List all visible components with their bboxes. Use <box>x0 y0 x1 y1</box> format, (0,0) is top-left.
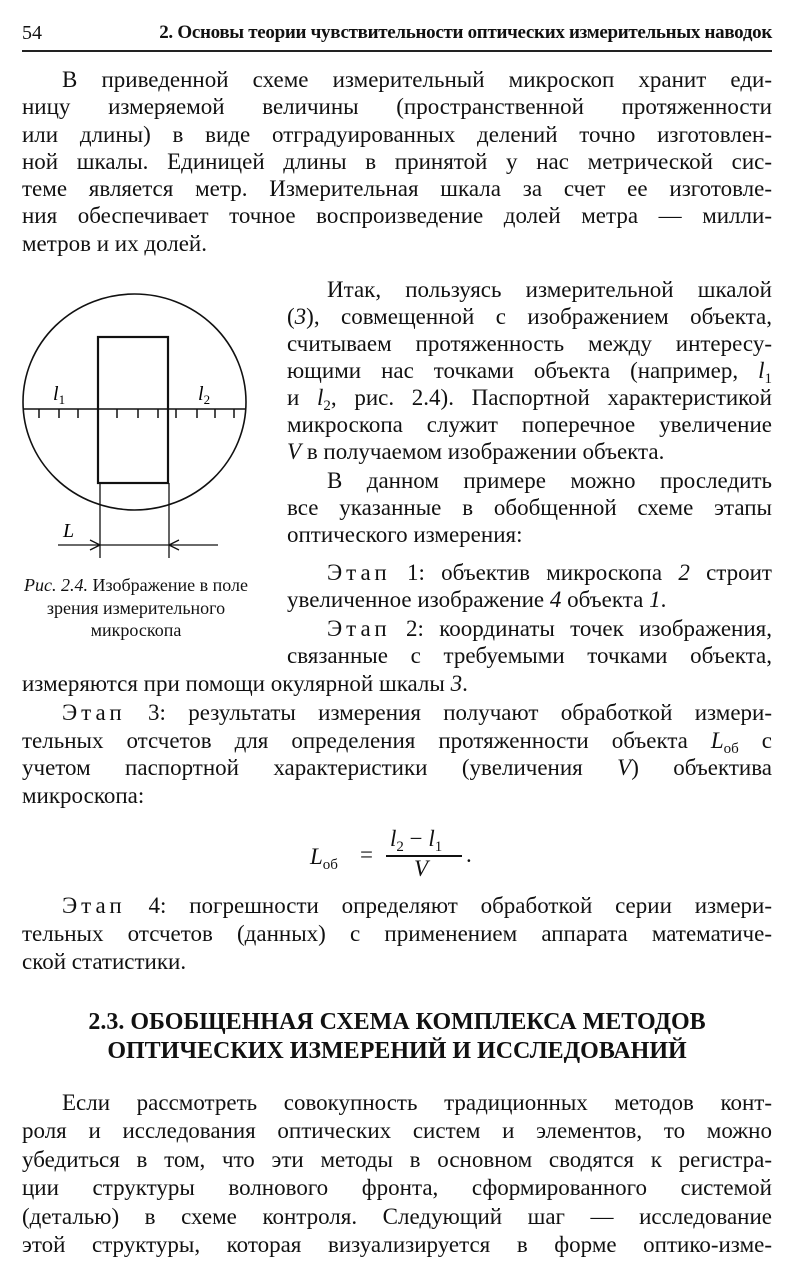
paragraph-stage-2 <box>287 615 772 669</box>
text-line <box>287 467 772 494</box>
running-header: 2. Основы теории чувствительности оптических измерительных наводок <box>159 22 772 43</box>
text-line <box>287 615 772 642</box>
italic-run: 2 <box>678 560 690 585</box>
text-run: (деталью) в схеме контроля. Следующий шаг — исследование <box>22 1203 772 1229</box>
text-line <box>287 303 772 330</box>
label-l2: $l_2$ <box>198 383 211 407</box>
text-run: объекта <box>561 587 650 612</box>
text-line <box>287 384 772 414</box>
text-run: ницу измеряемой величины (пространственной протяженности <box>22 94 772 120</box>
text-line <box>22 1089 772 1117</box>
header-rule <box>22 50 772 52</box>
text-run: микроскопа служит поперечное увеличение <box>287 412 772 437</box>
text-run: 2.3. ОБОБЩЕННАЯ СХЕМА КОМПЛЕКСА МЕТОДОВ <box>88 1009 706 1035</box>
text-run: 4: погрешности определяют обработкой серии измери- <box>125 893 772 918</box>
text-run: все указанные в обобщенной схеме этапы <box>287 495 772 520</box>
subscript: 2 <box>323 398 331 414</box>
text-run: считываем протяженность между интересу- <box>287 331 772 356</box>
italic-run: l <box>317 385 324 410</box>
text-line <box>22 920 772 948</box>
text-line <box>22 230 772 257</box>
text-run: микроскопа: <box>22 783 145 809</box>
text-line <box>22 1231 772 1259</box>
text-run: связанные с требуемыми точками объекта, <box>287 643 772 668</box>
page-number: 54 <box>22 22 42 44</box>
text-line <box>287 642 772 669</box>
text-run: ния обеспечивает точное воспроизведение долей метра — милли- <box>22 203 772 229</box>
text-line <box>287 411 772 438</box>
text-line <box>287 276 772 303</box>
formula-period: . <box>466 842 472 867</box>
text-line <box>287 330 772 357</box>
text-run: строит <box>689 560 772 585</box>
italic-run: l <box>758 358 765 383</box>
spaced-run: Этап <box>62 700 126 725</box>
text-line <box>22 948 772 976</box>
text-run: 2: координаты точек изображения, <box>390 616 772 641</box>
text-run: ции структуры волнового фронта, сформированного системой <box>22 1175 772 1201</box>
italic-run: L <box>710 727 724 753</box>
text-run: тельных отсчетов для определения протяженности объекта <box>22 727 711 753</box>
text-run: . <box>660 587 667 612</box>
spaced-run: Этап <box>62 893 126 918</box>
text-run: в получаемом изображении объекта. <box>301 439 665 464</box>
italic-run: V <box>287 439 302 464</box>
text-line <box>22 727 772 755</box>
paragraph-stage-4 <box>22 892 772 976</box>
italic-run: V <box>617 755 632 781</box>
text-line <box>22 121 772 148</box>
scale-ticks <box>39 409 234 418</box>
paragraph-section-intro <box>22 1089 772 1259</box>
text-line <box>22 670 772 697</box>
text-line <box>287 357 772 387</box>
text-run: Итак, пользуясь измерительной шкалой <box>327 277 772 302</box>
text-run: 3: результаты измерения получают обработкой измери- <box>125 700 772 725</box>
subscript: об <box>723 740 739 757</box>
spaced-run: Этап <box>327 560 391 585</box>
formula-denominator: V <box>414 856 429 881</box>
paragraph-stages-intro <box>287 467 772 548</box>
text-run: В приведенной схеме измерительный микроскоп хранит еди- <box>62 67 772 92</box>
subscript: 1 <box>764 371 772 387</box>
formula-object-length <box>310 826 500 886</box>
figure-caption <box>18 574 254 642</box>
label-L: L <box>63 520 75 542</box>
formula-l2: l <box>390 826 397 851</box>
text-line <box>22 148 772 175</box>
caption-prefix: Рис. 2.4. <box>24 575 88 595</box>
text-line <box>22 93 772 120</box>
italic-run: 1 <box>649 587 661 612</box>
italic-run: 3 <box>294 304 307 329</box>
text-run: ющими нас точками объекта (например, <box>287 358 759 383</box>
text-line <box>22 175 772 202</box>
text-run: этой структуры, которая визуализируется в форме оптико-изме- <box>22 1231 772 1257</box>
text-line <box>287 494 772 521</box>
text-line <box>22 1117 772 1145</box>
formula-l2-sub: 2 <box>396 839 404 855</box>
text-run: 1: объектив микроскопа <box>390 560 679 585</box>
text-line <box>22 754 772 782</box>
text-run: . <box>462 671 468 696</box>
text-line <box>22 782 772 810</box>
text-run: измеряются при помощи окулярной шкалы <box>22 671 451 696</box>
text-run: метров и их долей. <box>22 230 207 256</box>
text-line <box>22 1203 772 1231</box>
caption-text: Изображение в поле зрения измерительного микроскопа <box>46 575 248 640</box>
text-run: роля и исследования оптических систем и элементов, то можно <box>22 1118 772 1144</box>
text-run: убедиться в том, что эти методы в основном сводятся к регистра- <box>22 1146 772 1172</box>
text-line <box>287 521 772 548</box>
formula-l1-sub: 1 <box>434 839 443 855</box>
formula-lhs: L <box>310 844 323 869</box>
paragraph-stage-3 <box>22 699 772 810</box>
text-run: и <box>287 385 318 410</box>
text-run: с <box>738 727 772 753</box>
spaced-run: Этап <box>327 616 391 641</box>
text-run: ской статистики. <box>22 949 187 974</box>
label-l1: $l_1$ <box>53 383 66 407</box>
text-run: ), совмещенной с изображением объекта, <box>306 304 772 329</box>
text-line <box>287 586 772 613</box>
text-run: учетом паспортной характеристики (увеличения <box>22 755 618 781</box>
text-run: оптического измерения: <box>287 522 523 547</box>
formula-equals: = <box>360 842 373 867</box>
text-line <box>22 1008 772 1037</box>
text-run: или длины) в виде отградуированных делений точно изготовлен- <box>22 121 772 147</box>
text-line <box>22 202 772 229</box>
text-line <box>22 66 772 93</box>
text-run: ОПТИЧЕСКИХ ИЗМЕРЕНИЙ И ИССЛЕДОВАНИЙ <box>107 1038 687 1064</box>
paragraph-stage-2-continued <box>22 670 772 697</box>
text-line <box>22 1037 772 1066</box>
text-run: теме является метр. Измерительная шкала за счет ее изготовле- <box>22 176 772 202</box>
text-run: , рис. 2.4). Паспортной характеристикой <box>330 385 772 410</box>
text-line <box>22 892 772 920</box>
text-line <box>22 1174 772 1202</box>
formula-l1: l <box>428 826 435 851</box>
italic-run: 4 <box>549 587 562 612</box>
figure-microscope-field <box>0 280 280 580</box>
text-run: ной шкалы. Единицей длины в принятой у нас метрической сис- <box>22 148 772 174</box>
text-run: тельных отсчетов (данных) с применением аппарата математиче- <box>22 921 772 946</box>
text-run: ) объектива <box>631 755 772 781</box>
italic-run: 3 <box>450 671 463 696</box>
formula-lhs-sub: об <box>322 857 338 873</box>
paragraph-measuring-scale <box>22 66 772 257</box>
text-run: Если рассмотреть совокупность традиционных методов конт- <box>62 1090 772 1115</box>
section-heading <box>22 1008 772 1066</box>
text-line <box>287 559 772 586</box>
text-line <box>22 699 772 727</box>
text-run: ( <box>287 304 295 329</box>
formula-minus: − <box>403 826 429 851</box>
text-run: увеличенное изображение <box>287 587 550 612</box>
text-line <box>22 1146 772 1174</box>
text-line <box>287 438 772 465</box>
text-run: В данном примере можно проследить <box>327 468 772 493</box>
paragraph-stage-1 <box>287 559 772 613</box>
paragraph-reading-scale <box>287 276 772 465</box>
